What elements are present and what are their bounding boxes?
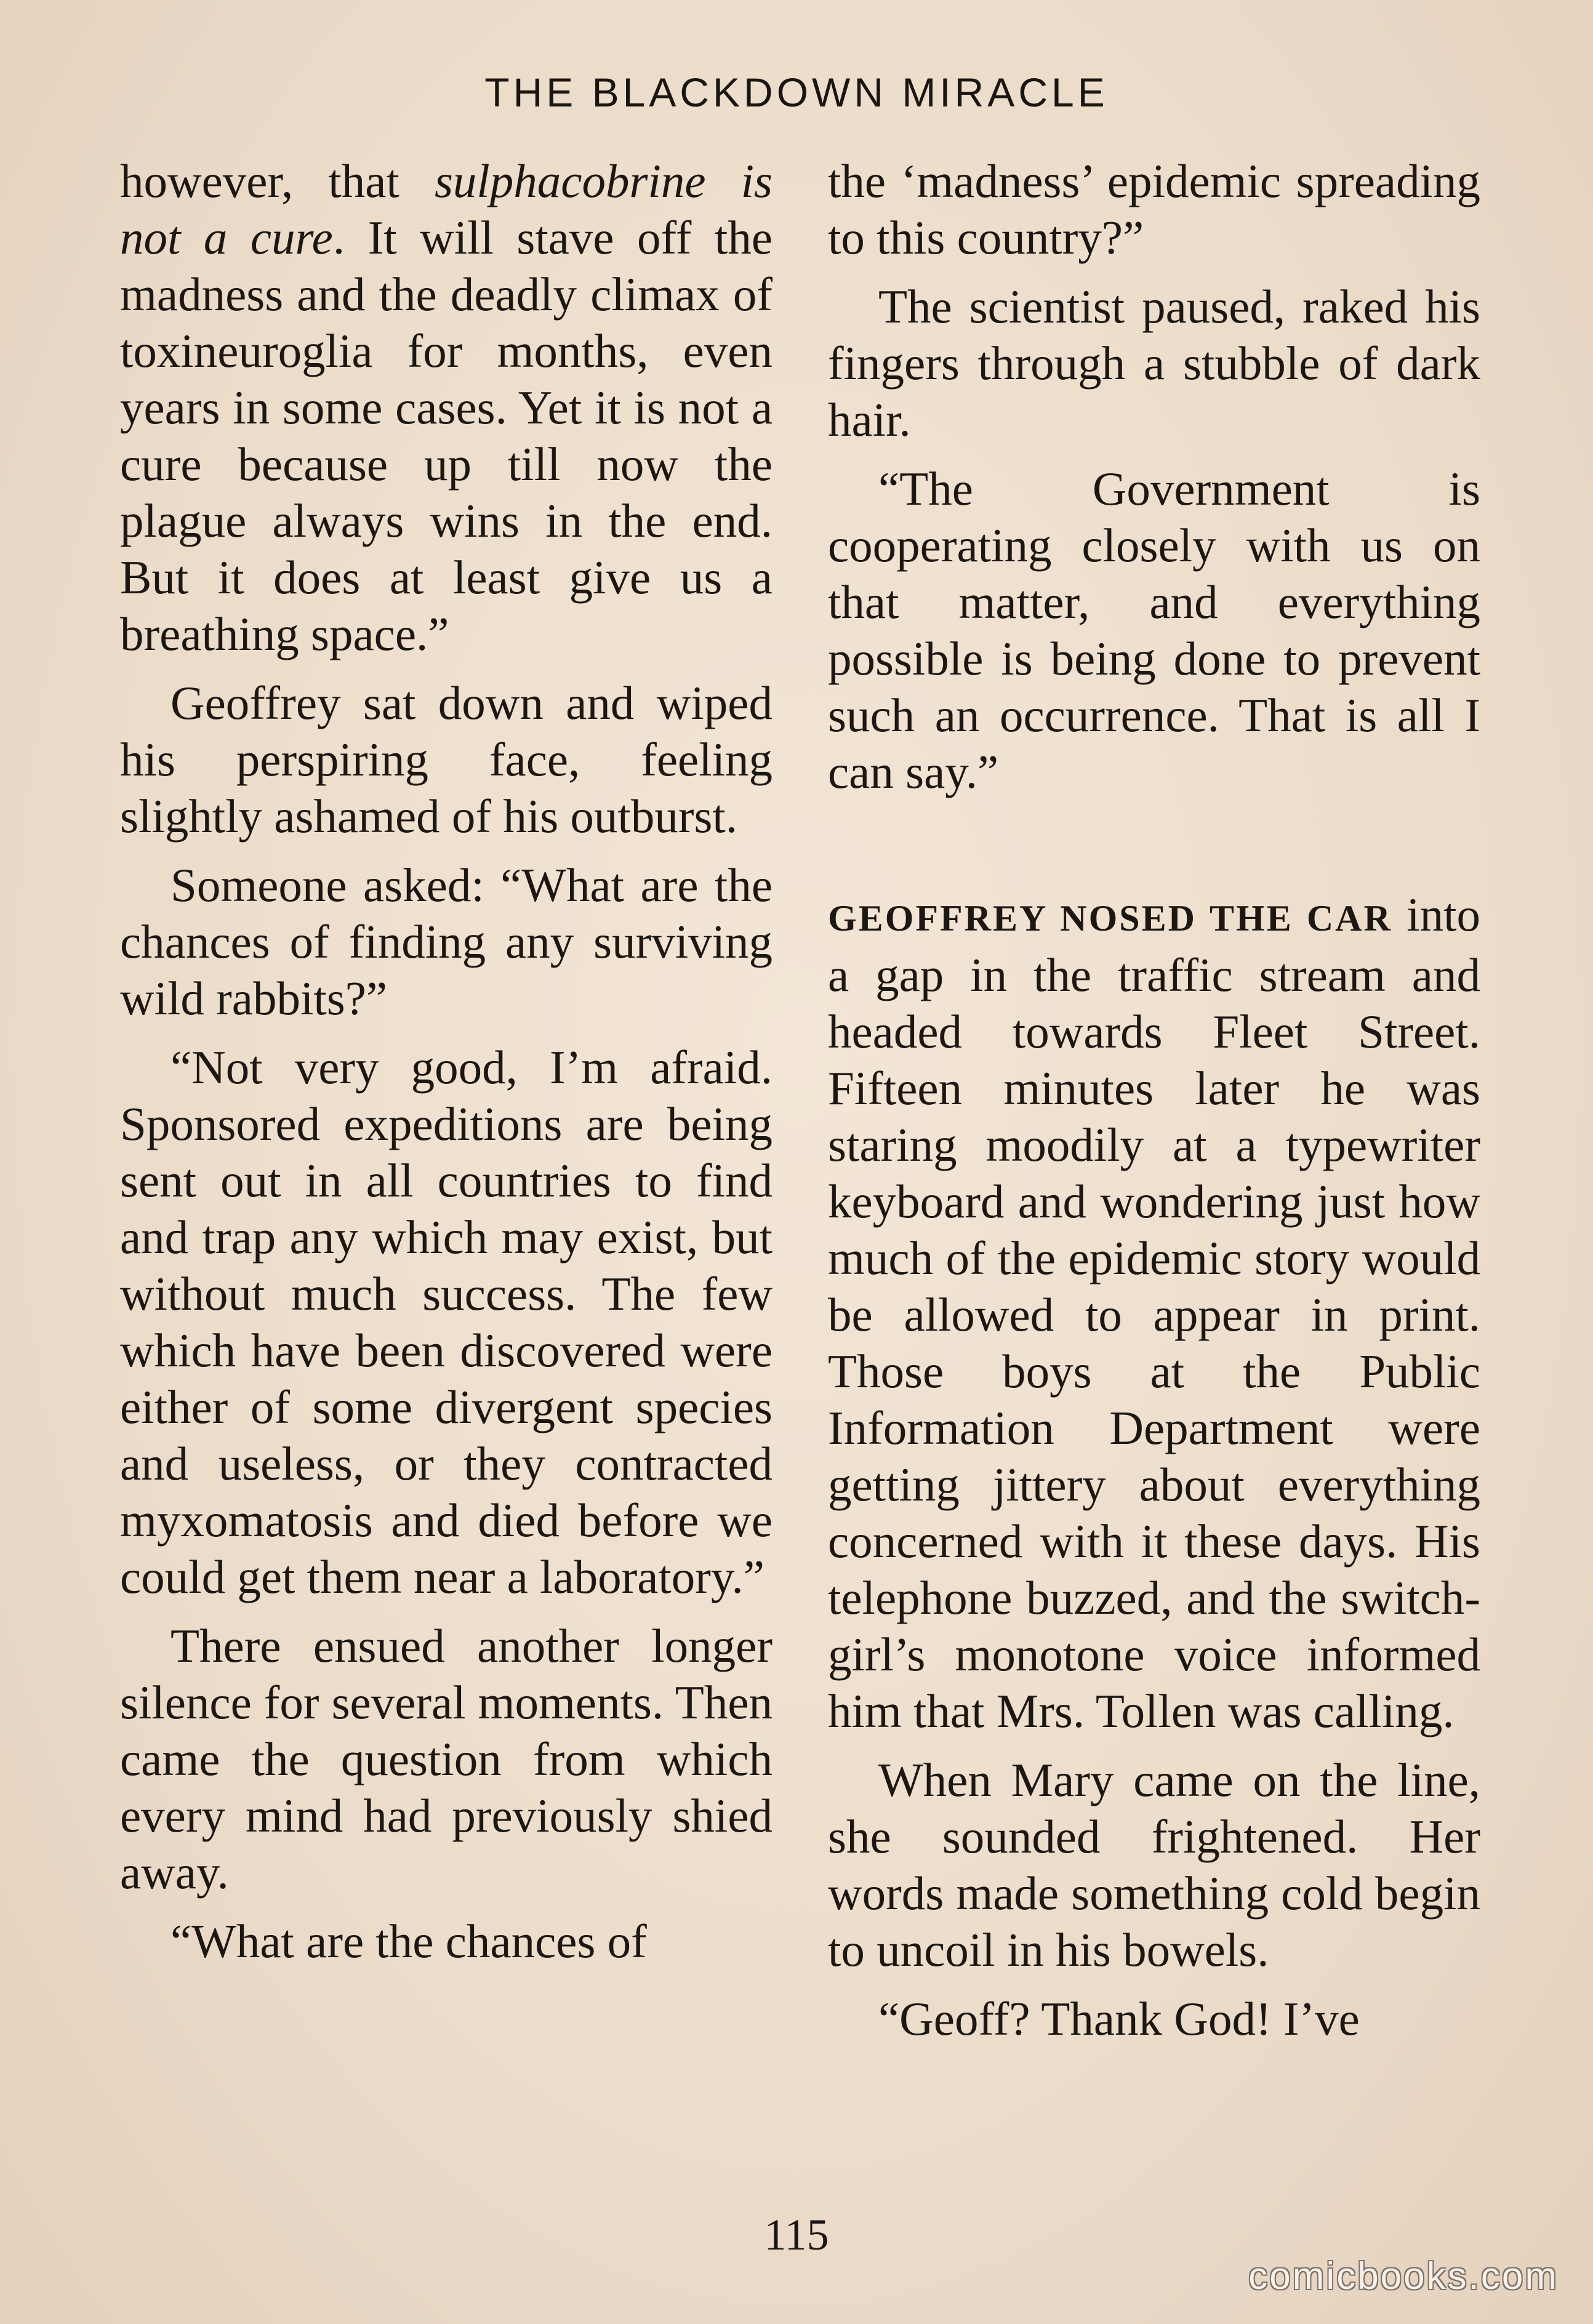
left-column xyxy=(120,153,772,1982)
paragraph-text: however, that xyxy=(120,154,435,207)
paragraph: Geoffrey sat down and wiped his perspiring face, feeling slightly ashamed of his outburst. xyxy=(120,676,772,843)
paragraph: Someone asked: “What are the chances of finding any surviving wild rabbits?” xyxy=(120,859,772,1025)
paragraph: the ‘madness’ epidemic spreading to this country?” xyxy=(828,154,1480,264)
paragraph-text: into a gap in the traffic stream and headed towards Fleet Street. Fifteen minutes later he was staring moodily at a typewriter keyboard and wondering just how much of the epidemic story would be allowed to appear in print. Those boys at the Public Information Department were getting jittery about everything concerned with it these days. His telephone buzzed, and the switch-girl’s monotone voice informed him that Mrs. Tollen was calling. xyxy=(828,888,1480,1737)
section-lead-in: GEOFFREY NOSED THE CAR xyxy=(828,898,1392,939)
paragraph: “The Government is cooperating closely with us on that matter, and everything possible is being done to prevent such an occurrence. That is all I can say.” xyxy=(828,462,1480,798)
emphasis-text: sulphacobrine is not a cure xyxy=(120,154,772,264)
paragraph: “Not very good, I’m afraid. Sponsored expeditions are being sent out in all countries to find and trap any which may exist, but without much success. The few which have been discovered were either of some divergent species and useless, or they contracted myxomatosis and died before we could get them near a laboratory.” xyxy=(120,1041,772,1603)
paragraph: There ensued another longer silence for several moments. Then came the question from which every mind had previously shied away. xyxy=(120,1619,772,1899)
page-number: 115 xyxy=(764,2210,829,2259)
paragraph: When Mary came on the line, she sounded frightened. Her words made something cold begin to uncoil in his bowels. xyxy=(828,1753,1480,1976)
section-paragraph xyxy=(828,886,1480,1739)
watermark-logo: comicbooks.com xyxy=(1248,2255,1559,2298)
paragraph: “What are the chances of xyxy=(171,1915,647,1968)
right-column xyxy=(828,153,1480,2059)
paragraph xyxy=(120,153,772,662)
page-header: THE BLACKDOWN MIRACLE xyxy=(484,70,1109,115)
paragraph: “Geoff? Thank God! I’ve xyxy=(878,1992,1360,2045)
paragraph: The scientist paused, raked his fingers through a stubble of dark hair. xyxy=(828,280,1480,446)
paragraph-text: . It will stave off the madness and the deadly climax of toxineuroglia for months, even years in some cases. Yet it is not a cure because up till now the plague always wins in the end. But it does at least give us a breathing space.” xyxy=(120,211,772,660)
